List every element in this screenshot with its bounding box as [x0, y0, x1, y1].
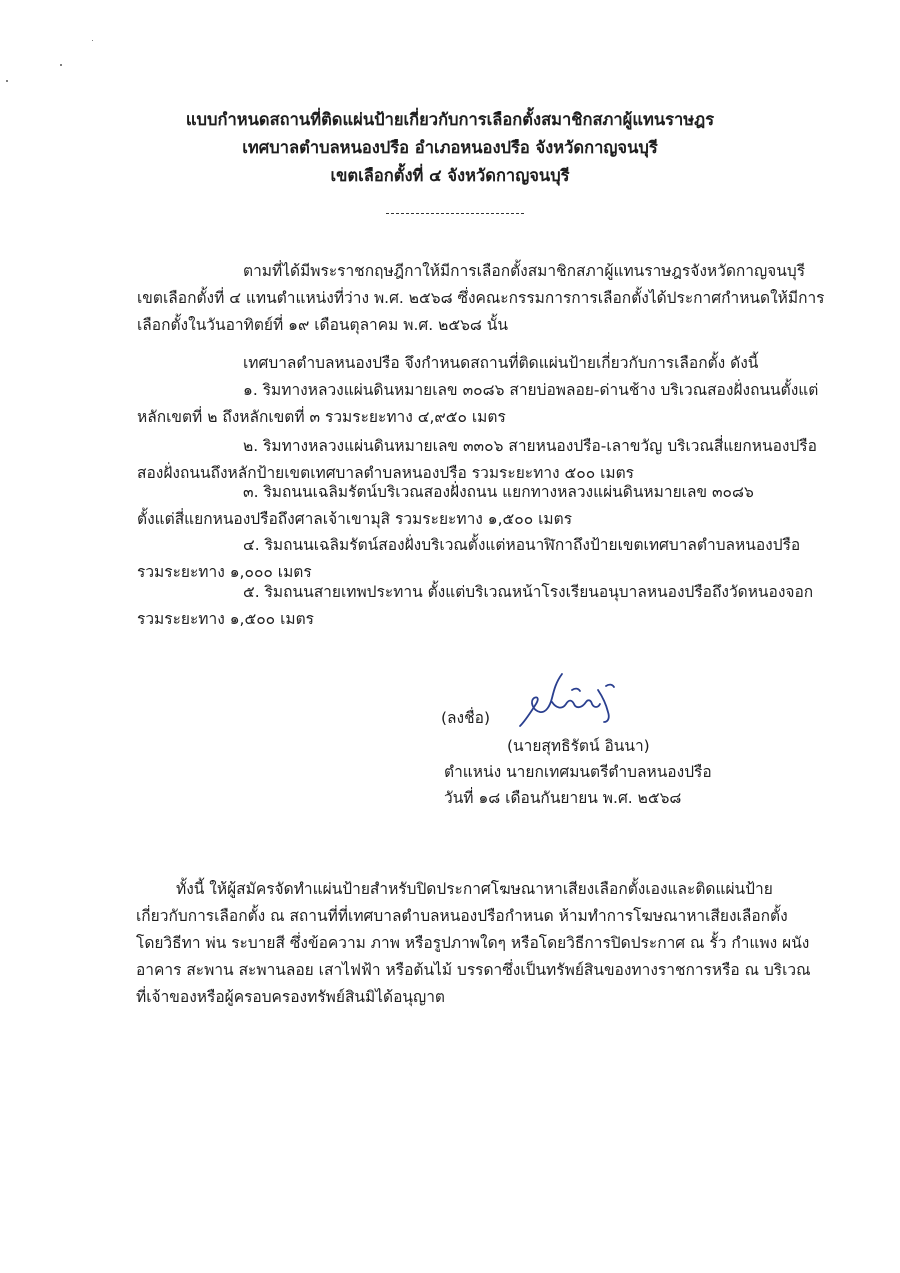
title-line-1: แบบกำหนดสถานที่ติดแผ่นป้ายเกี่ยวกับการเลือกตั้งสมาชิกสภาผู้แทนราษฎร — [185, 110, 715, 129]
footer-line-4: อาคาร สะพาน สะพานลอย เสาไฟฟ้า หรือต้นไม้ บรรดาซึ่งเป็นทรัพย์สินของทางราชการหรือ ณ บริเวณ — [136, 961, 811, 979]
signer-position: ตำแหน่ง นายกเทศมนตรีตำบลหนองปรือ — [444, 763, 712, 781]
footer-line-2: เกี่ยวกับการเลือกตั้ง ณ สถานที่ที่เทศบาลตำบลหนองปรือกำหนด ห้ามทำการโฆษณาหาเสียงเลือกตั้ง — [136, 907, 788, 925]
sign-label: (ลงชื่อ) — [441, 709, 490, 727]
footer-line-3: โดยวิธีทา พ่น ระบายสี ซึ่งข้อความ ภาพ หรือรูปภาพใดๆ หรือโดยวิธีการปิดประกาศ ณ รั้ว กำแพง ผนัง — [136, 934, 810, 952]
title-separator — [386, 213, 524, 214]
list-item-line-2: สองฝั่งถนนถึงหลักป้ายเขตเทศบาลตำบลหนองปรือ รวมระยะทาง ๕๐๐ เมตร — [137, 464, 634, 482]
intro-line-1: ตามที่ได้มีพระราชกฤษฎีกาให้มีการเลือกตั้งสมาชิกสภาผู้แทนราษฎรจังหวัดกาญจนบุรี — [243, 262, 806, 280]
intro-line-2: เขตเลือกตั้งที่ ๔ แทนตำแหน่งที่ว่าง พ.ศ. ๒๕๖๘ ซึ่งคณะกรรมการการเลือกตั้งได้ประกาศกำหนดให้มีการ — [137, 289, 825, 307]
footer-line-1: ทั้งนี้ ให้ผู้สมัครจัดทำแผ่นป้ายสำหรับปิดประกาศโฆษณาหาเสียงเลือกตั้งเองและติดแผ่นป้าย — [176, 880, 773, 898]
list-item-line-2: รวมระยะทาง ๑,๐๐๐ เมตร — [137, 563, 312, 581]
handwritten-signature — [512, 668, 632, 738]
list-item-line-1: ๔. ริมถนนเฉลิมรัตน์สองฝั่งบริเวณตั้งแต่หอนาฬิกาถึงป้ายเขตเทศบาลตำบลหนองปรือ — [243, 536, 801, 554]
signer-name: (นายสุทธิรัตน์ อินนา) — [507, 737, 650, 755]
scan-speck — [6, 80, 8, 82]
list-item-line-1: ๓. ริมถนนเฉลิมรัตน์บริเวณสองฝั่งถนน แยกทางหลวงแผ่นดินหมายเลข ๓๐๘๖ — [243, 483, 754, 501]
intro-line-3: เลือกตั้งในวันอาทิตย์ที่ ๑๙ เดือนตุลาคม พ.ศ. ๒๕๖๘ นั้น — [137, 316, 508, 334]
scan-speck — [92, 40, 93, 41]
title-line-2: เทศบาลตำบลหนองปรือ อำเภอหนองปรือ จังหวัดกาญจนบุรี — [242, 138, 658, 157]
list-item-line-2: รวมระยะทาง ๑,๕๐๐ เมตร — [137, 610, 314, 628]
lead-paragraph: เทศบาลตำบลหนองปรือ จึงกำหนดสถานที่ติดแผ่นป้ายเกี่ยวกับการเลือกตั้ง ดังนี้ — [243, 354, 759, 372]
scan-speck — [60, 64, 62, 66]
list-item-line-2: หลักเขตที่ ๒ ถึงหลักเขตที่ ๓ รวมระยะทาง ๔,๙๕๐ เมตร — [137, 408, 506, 426]
list-item-line-2: ตั้งแต่สี่แยกหนองปรือถึงศาลเจ้าเขามุสิ รวมระยะทาง ๑,๕๐๐ เมตร — [137, 510, 573, 528]
title-line-3: เขตเลือกตั้งที่ ๔ จังหวัดกาญจนบุรี — [330, 166, 570, 185]
list-item-line-1: ๕. ริมถนนสายเทพประทาน ตั้งแต่บริเวณหน้าโรงเรียนอนุบาลหนองปรือถึงวัดหนองจอก — [243, 583, 814, 601]
sign-date: วันที่ ๑๘ เดือนกันยายน พ.ศ. ๒๕๖๘ — [444, 789, 682, 807]
list-item-line-1: ๑. ริมทางหลวงแผ่นดินหมายเลข ๓๐๘๖ สายบ่อพลอย-ด่านช้าง บริเวณสองฝั่งถนนตั้งแต่ — [243, 381, 819, 399]
footer-line-5: ที่เจ้าของหรือผู้ครอบครองทรัพย์สินมิได้อนุญาต — [136, 988, 445, 1006]
list-item-line-1: ๒. ริมทางหลวงแผ่นดินหมายเลข ๓๓๐๖ สายหนองปรือ-เลาขวัญ บริเวณสี่แยกหนองปรือ — [243, 437, 817, 455]
